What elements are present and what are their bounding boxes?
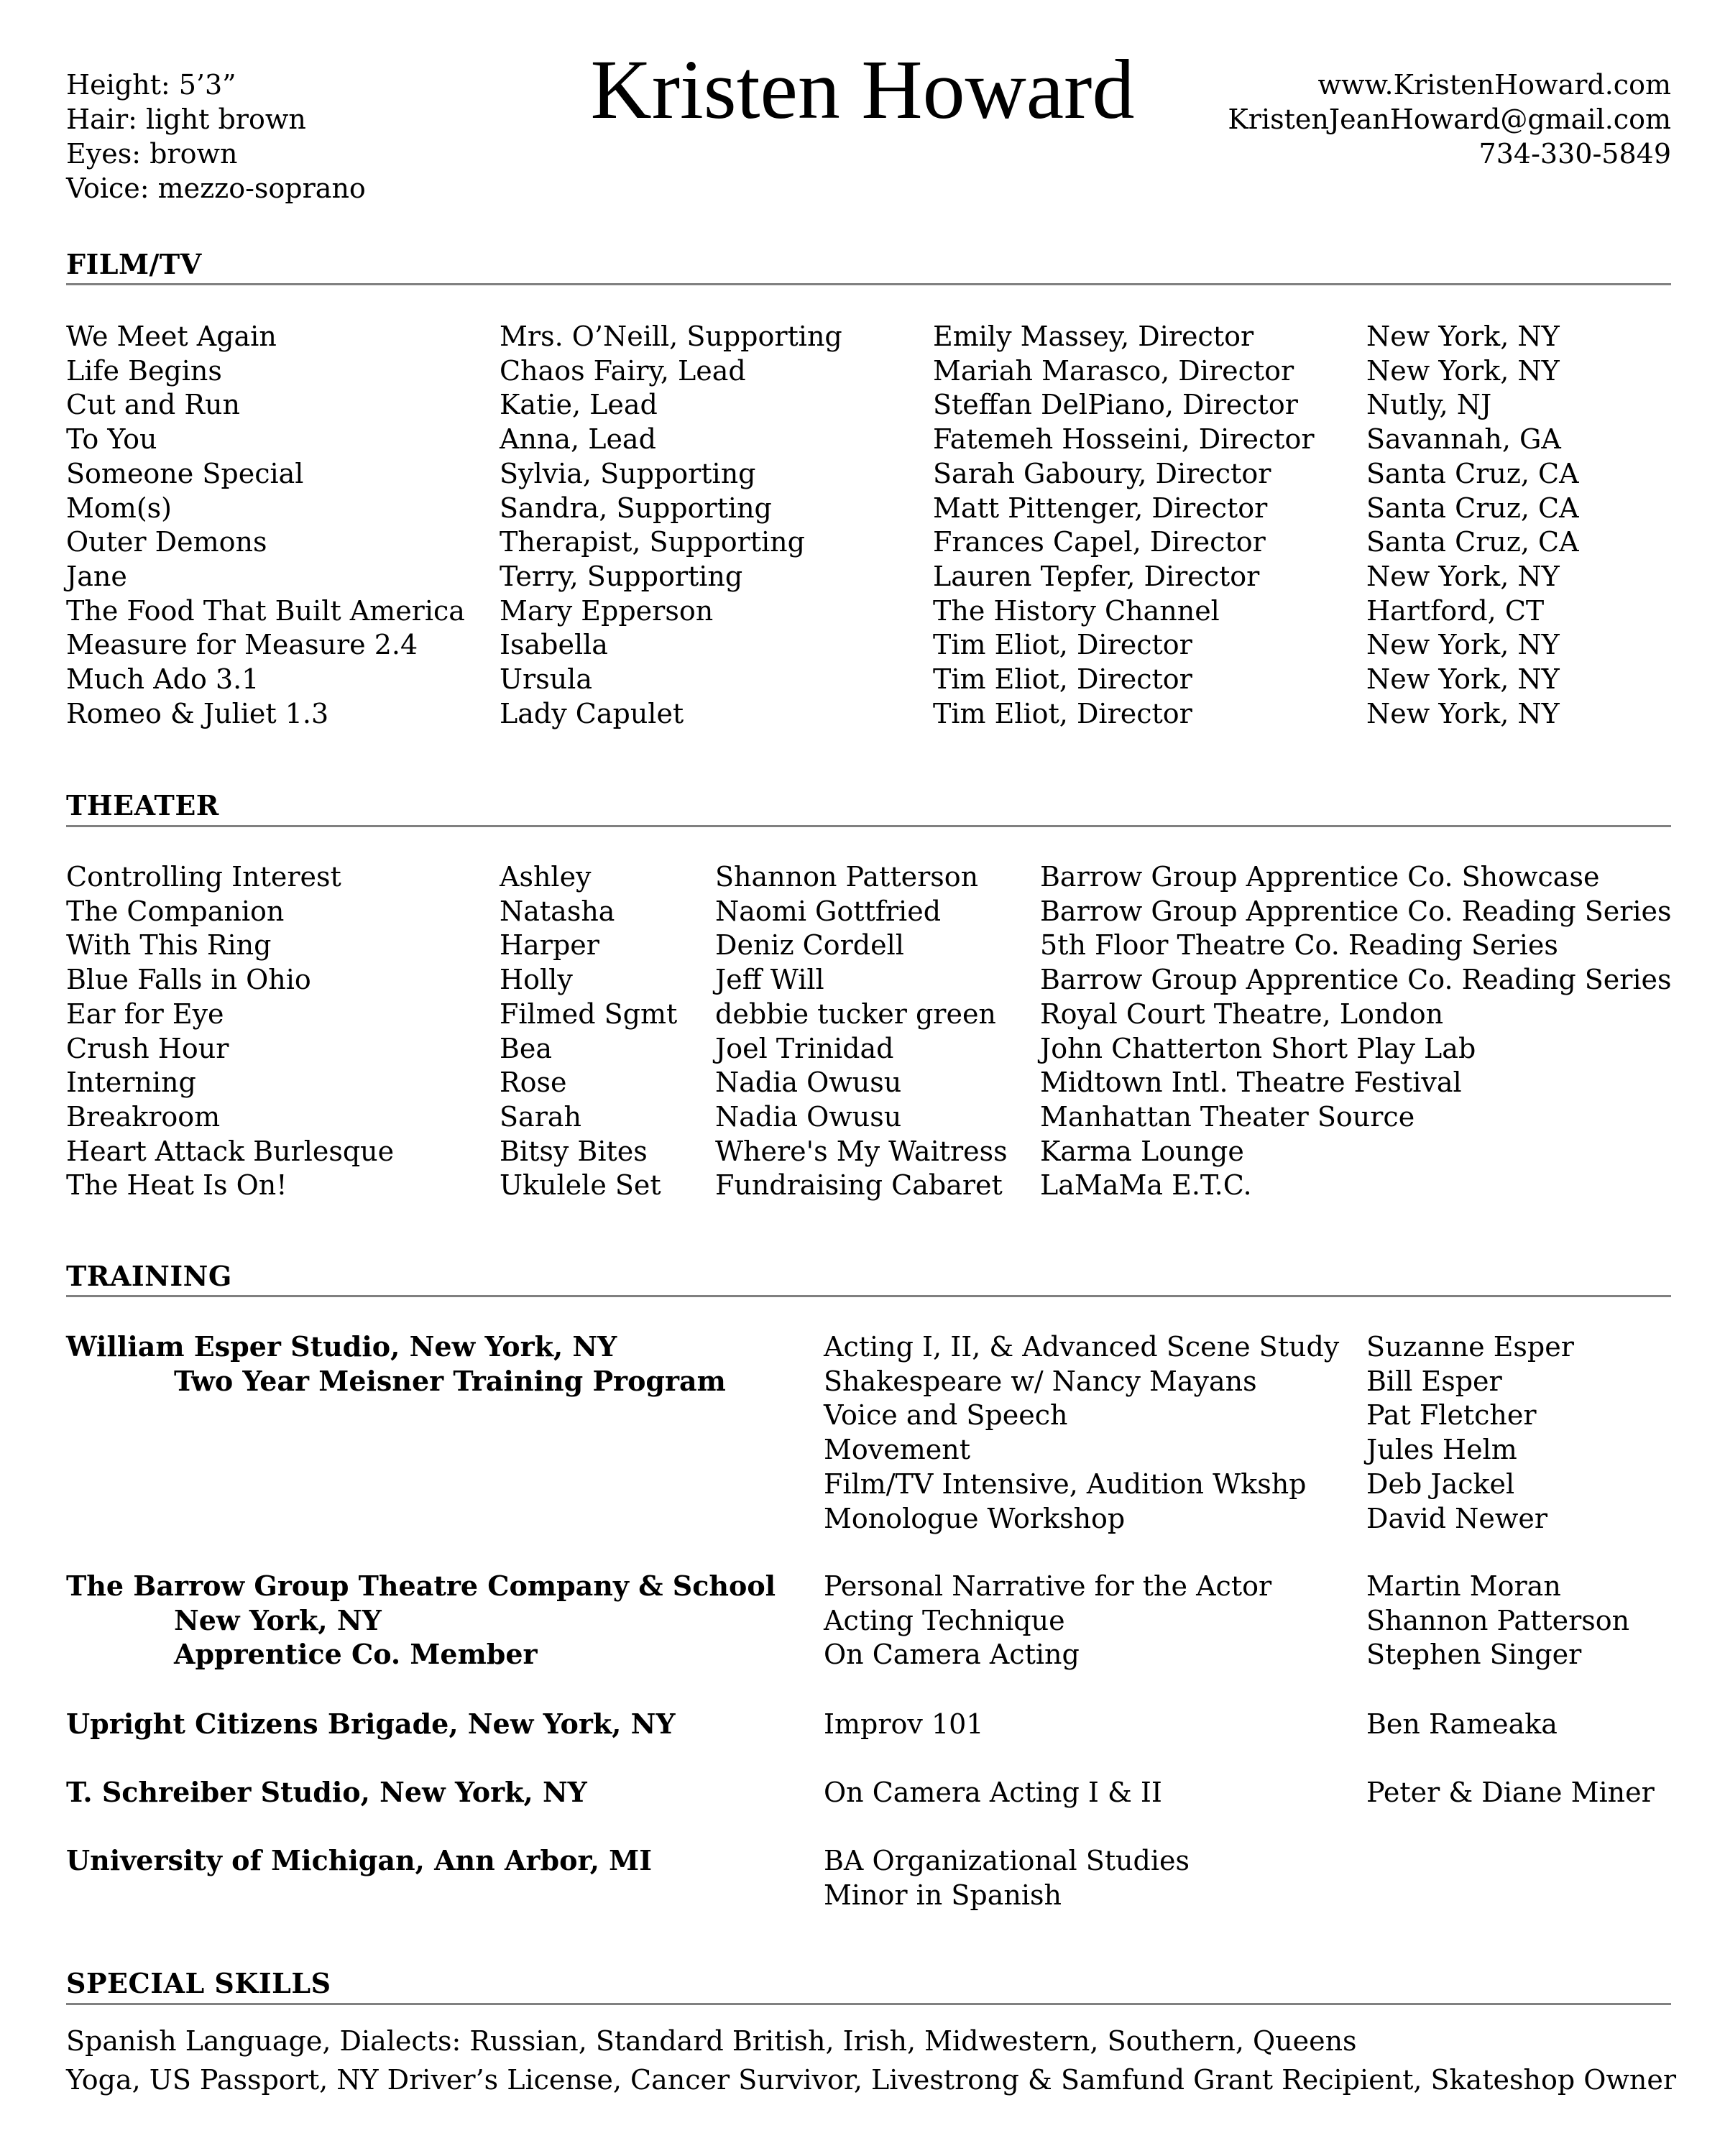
theater-director: Shannon Patterson <box>715 861 979 893</box>
training-class: Monologue Workshop <box>824 1502 1126 1534</box>
training-class: Film/TV Intensive, Audition Wkshp <box>824 1468 1307 1500</box>
theater-role: Natasha <box>500 895 615 927</box>
training-teacher: Peter & Diane Miner <box>1366 1777 1655 1808</box>
theater-venue: Manhattan Theater Source <box>1040 1100 1415 1133</box>
film-role: Isabella <box>500 629 608 661</box>
training-teacher: Shannon Patterson <box>1366 1604 1630 1636</box>
film-director: Tim Eliot, Director <box>933 697 1192 729</box>
film-title: Jane <box>66 560 127 592</box>
training-class: Shakespeare w/ Nancy Mayans <box>824 1365 1257 1397</box>
training-teacher: Pat Fletcher <box>1366 1399 1537 1432</box>
theater-director: Nadia Owusu <box>715 1067 902 1099</box>
training-teacher: David Newer <box>1366 1502 1548 1534</box>
theater-title: Ear for Eye <box>66 998 224 1030</box>
theater-venue: John Chatterton Short Play Lab <box>1040 1032 1476 1064</box>
theater-role: Filmed Sgmt <box>500 998 678 1030</box>
training-class: Acting I, II, & Advanced Scene Study <box>824 1331 1340 1363</box>
film-title: The Food That Built America <box>66 594 465 627</box>
training-class: Minor in Spanish <box>824 1879 1062 1911</box>
film-director: Emily Massey, Director <box>933 321 1254 352</box>
skills-line: Yoga, US Passport, NY Driver’s License, Cancer Survivor, Livestrong & Samfund Grant Recipient, Skateshop Owner <box>66 2064 1677 2096</box>
theater-director: Where's My Waitress <box>715 1135 1008 1167</box>
film-tv-divider <box>66 283 1671 285</box>
theater-director: Naomi Gottfried <box>715 895 942 927</box>
film-tv-heading: FILM/TV <box>66 248 202 280</box>
school-name: University of Michigan, Ann Arbor, MI <box>66 1844 653 1876</box>
film-director: Fatemeh Hosseini, Director <box>933 423 1315 456</box>
contact-block <box>1228 68 1671 171</box>
theater-director: debbie tucker green <box>715 998 996 1030</box>
training-class: Acting Technique <box>824 1604 1065 1636</box>
film-location: Santa Cruz, CA <box>1366 457 1579 489</box>
film-title: Life Begins <box>66 354 222 387</box>
stat-height: Height: 5’3” <box>66 69 236 101</box>
theater-role: Harper <box>500 929 599 962</box>
film-role: Ursula <box>500 663 592 695</box>
film-location: New York, NY <box>1366 354 1560 387</box>
theater-venue: Barrow Group Apprentice Co. Reading Series <box>1040 964 1672 996</box>
theater-venue: Karma Lounge <box>1040 1135 1244 1167</box>
training-teacher: Ben Rameaka <box>1366 1708 1558 1740</box>
film-title: Cut and Run <box>66 389 240 421</box>
school-detail: New York, NY <box>174 1603 382 1636</box>
theater-title: Heart Attack Burlesque <box>66 1135 395 1167</box>
film-role: Chaos Fairy, Lead <box>500 354 746 387</box>
film-director: Sarah Gaboury, Director <box>933 457 1271 489</box>
film-location: Hartford, CT <box>1366 594 1545 627</box>
training-teacher: Deb Jackel <box>1366 1468 1515 1500</box>
school-name: William Esper Studio, New York, NY <box>66 1330 617 1363</box>
film-director: Mariah Marasco, Director <box>933 354 1294 387</box>
film-role: Anna, Lead <box>500 423 656 456</box>
training-class: Improv 101 <box>824 1708 984 1740</box>
theater-title: Controlling Interest <box>66 861 341 893</box>
film-location: New York, NY <box>1366 321 1560 352</box>
theater-role: Bea <box>500 1032 553 1064</box>
theater-title: The Companion <box>66 895 285 927</box>
theater-venue: Midtown Intl. Theatre Festival <box>1040 1067 1462 1099</box>
film-director: The History Channel <box>933 594 1220 627</box>
theater-role: Ukulele Set <box>500 1169 661 1202</box>
film-location: Santa Cruz, CA <box>1366 492 1579 524</box>
school-name: Upright Citizens Brigade, New York, NY <box>66 1708 676 1740</box>
film-title: Outer Demons <box>66 526 267 558</box>
website-link[interactable]: www.KristenHoward.com <box>1317 69 1671 101</box>
training-teacher: Stephen Singer <box>1366 1639 1582 1671</box>
training-teacher: Bill Esper <box>1366 1365 1502 1397</box>
training-teacher: Martin Moran <box>1366 1570 1561 1602</box>
school-name: T. Schreiber Studio, New York, NY <box>66 1776 587 1808</box>
theater-heading: THEATER <box>66 789 219 821</box>
film-title: Romeo & Juliet 1.3 <box>66 697 329 729</box>
page-title: Kristen Howard <box>590 42 1135 137</box>
training-teacher: Jules Helm <box>1366 1434 1517 1466</box>
stat-hair: Hair: light brown <box>66 103 306 135</box>
school-detail: Apprentice Co. Member <box>174 1638 538 1671</box>
theater-director: Deniz Cordell <box>715 929 904 962</box>
theater-role: Rose <box>500 1067 567 1099</box>
film-title: We Meet Again <box>66 321 277 352</box>
training-heading: TRAINING <box>66 1260 232 1292</box>
school-detail: Two Year Meisner Training Program <box>174 1364 726 1397</box>
film-director: Lauren Tepfer, Director <box>933 560 1260 592</box>
special-skills-divider <box>66 2003 1671 2005</box>
film-location: New York, NY <box>1366 560 1560 592</box>
theater-title: Interning <box>66 1067 196 1099</box>
theater-divider <box>66 825 1671 827</box>
theater-title: The Heat Is On! <box>66 1169 288 1202</box>
school-name: The Barrow Group Theatre Company & School <box>66 1570 776 1602</box>
film-location: Savannah, GA <box>1366 423 1561 456</box>
stat-eyes: Eyes: brown <box>66 138 238 170</box>
theater-title: Blue Falls in Ohio <box>66 964 311 996</box>
skills-line: Spanish Language, Dialects: Russian, Standard British, Irish, Midwestern, Southern, Queens <box>66 2025 1357 2057</box>
theater-title: Breakroom <box>66 1100 221 1133</box>
theater-director: Joel Trinidad <box>715 1032 894 1064</box>
film-title: Much Ado 3.1 <box>66 663 259 695</box>
film-location: Santa Cruz, CA <box>1366 526 1579 558</box>
theater-director: Jeff Will <box>715 964 824 996</box>
training-class: BA Organizational Studies <box>824 1845 1190 1876</box>
film-location: New York, NY <box>1366 629 1560 661</box>
film-location: Nutly, NJ <box>1366 389 1492 421</box>
theater-title: Crush Hour <box>66 1032 229 1064</box>
film-director: Tim Eliot, Director <box>933 629 1192 661</box>
theater-venue: Barrow Group Apprentice Co. Reading Series <box>1040 895 1672 927</box>
film-role: Therapist, Supporting <box>500 526 805 558</box>
stat-voice: Voice: mezzo-soprano <box>66 172 366 204</box>
training-class: Personal Narrative for the Actor <box>824 1570 1272 1602</box>
theater-title: With This Ring <box>66 929 272 962</box>
film-role: Sandra, Supporting <box>500 492 772 524</box>
special-skills-list <box>66 2024 1676 2097</box>
theater-role: Holly <box>500 964 573 996</box>
training-divider <box>66 1295 1671 1297</box>
film-role: Terry, Supporting <box>500 560 743 592</box>
film-role: Katie, Lead <box>500 389 658 421</box>
film-location: New York, NY <box>1366 697 1560 729</box>
film-director: Tim Eliot, Director <box>933 663 1192 695</box>
training-teacher: Suzanne Esper <box>1366 1331 1574 1363</box>
training-class: Voice and Speech <box>824 1399 1068 1432</box>
training-class: On Camera Acting <box>824 1639 1080 1671</box>
film-director: Steffan DelPiano, Director <box>933 389 1298 421</box>
training-class: Movement <box>824 1434 971 1466</box>
special-skills-heading: SPECIAL SKILLS <box>66 1967 331 1999</box>
theater-role: Ashley <box>500 861 592 893</box>
film-role: Mrs. O’Neill, Supporting <box>500 321 842 352</box>
film-director: Frances Capel, Director <box>933 526 1266 558</box>
training-class: On Camera Acting I & II <box>824 1777 1162 1808</box>
film-title: Someone Special <box>66 457 304 489</box>
film-title: Mom(s) <box>66 492 172 524</box>
theater-venue: Royal Court Theatre, London <box>1040 998 1444 1030</box>
email-link[interactable]: KristenJeanHoward@gmail.com <box>1228 103 1671 135</box>
film-role: Lady Capulet <box>500 697 684 729</box>
film-title: Measure for Measure 2.4 <box>66 629 418 661</box>
theater-venue: Barrow Group Apprentice Co. Showcase <box>1040 861 1600 893</box>
theater-role: Sarah <box>500 1100 581 1133</box>
theater-venue: 5th Floor Theatre Co. Reading Series <box>1040 929 1558 962</box>
film-title: To You <box>66 423 157 456</box>
theater-director: Nadia Owusu <box>715 1100 902 1133</box>
film-role: Mary Epperson <box>500 594 714 627</box>
film-director: Matt Pittenger, Director <box>933 492 1268 524</box>
theater-role: Bitsy Bites <box>500 1135 648 1167</box>
phone-number: 734-330-5849 <box>1478 138 1671 170</box>
film-location: New York, NY <box>1366 663 1560 695</box>
theater-director: Fundraising Cabaret <box>715 1169 1003 1202</box>
film-role: Sylvia, Supporting <box>500 457 756 489</box>
theater-venue: LaMaMa E.T.C. <box>1040 1169 1252 1202</box>
